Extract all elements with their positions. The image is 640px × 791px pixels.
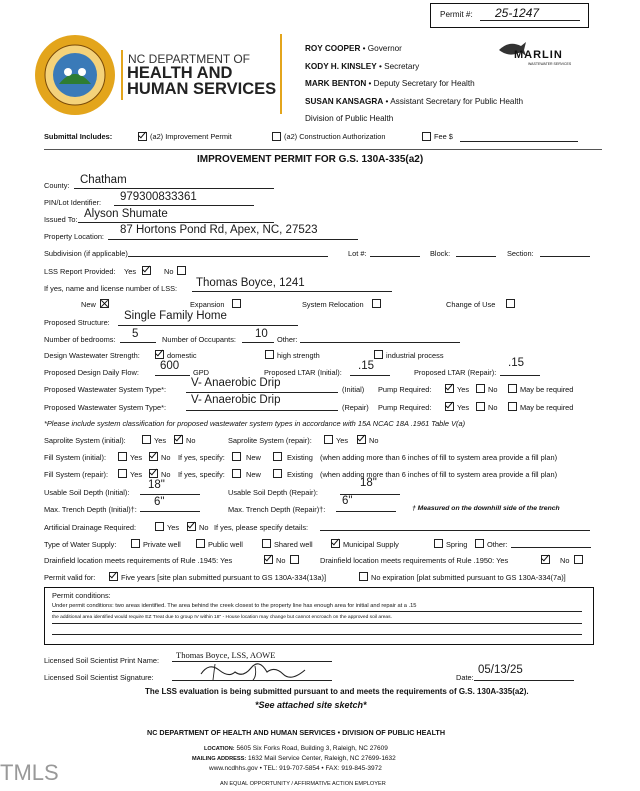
dept-line1: NC DEPARTMENT OF xyxy=(128,52,251,66)
water-other-checkbox[interactable] xyxy=(475,539,484,548)
expansion-checkbox[interactable] xyxy=(232,299,241,308)
system-type-initial-value: V- Anaerobic Drip xyxy=(191,377,281,389)
water-shared-checkbox[interactable] xyxy=(262,539,271,548)
submittal-construction-checkbox[interactable] xyxy=(272,132,281,141)
signature-image xyxy=(195,660,315,682)
ltar-initial-value: .15 xyxy=(358,360,374,372)
form-title: IMPROVEMENT PERMIT FOR G.S. 130A-335(a2) xyxy=(197,154,424,165)
fill-rep-existing-checkbox[interactable] xyxy=(273,469,282,478)
official-1: ROY COOPER • Governor xyxy=(305,44,402,53)
submittal-improvement-checkbox[interactable] xyxy=(138,132,147,141)
saprolite-init-yes-checkbox[interactable] xyxy=(142,435,151,444)
fill-rep-yes-checkbox[interactable] xyxy=(118,469,127,478)
soil-depth-repair-value: 18" xyxy=(360,477,377,489)
footer-contact: www.ncdhhs.gov • TEL: 919-707-5854 • FAX: 919-845-3972 xyxy=(209,765,382,772)
system-type-repair-value: V- Anaerobic Drip xyxy=(191,394,281,406)
industrial-checkbox[interactable] xyxy=(374,350,383,359)
fill-rep-no-checkbox[interactable] xyxy=(149,469,158,478)
submittal-label: Submittal Includes: xyxy=(44,132,113,141)
marlin-logo: MARLIN xyxy=(514,49,563,61)
nc-seal-icon xyxy=(34,34,116,116)
pump-repair-yes-checkbox[interactable] xyxy=(445,402,454,411)
bedrooms-value: 5 xyxy=(132,328,139,340)
soil-depth-initial-value: 18" xyxy=(148,479,165,491)
submittal-fee-checkbox[interactable] xyxy=(422,132,431,141)
domestic-checkbox[interactable] xyxy=(155,350,164,359)
conditions-line-2: the additional area identified would require EZ Treat due to group IV within 18" - House location may change but cannot encroach on the approved soil areas. xyxy=(52,615,392,620)
change-of-use-checkbox[interactable] xyxy=(506,299,515,308)
permit-number: 25-1247 xyxy=(495,6,540,20)
trench-note: † Measured on the downhill side of the trench xyxy=(412,505,560,512)
water-private-checkbox[interactable] xyxy=(131,539,140,548)
county-value: Chatham xyxy=(80,174,127,186)
water-public-checkbox[interactable] xyxy=(196,539,205,548)
pump-initial-yes-checkbox[interactable] xyxy=(445,384,454,393)
lss-report-no-checkbox[interactable] xyxy=(177,266,186,275)
lss-statement: The LSS evaluation is being submitted pursuant to and meets the requirements of G.S. 130A-335(a2). xyxy=(145,687,529,696)
high-strength-checkbox[interactable] xyxy=(265,350,274,359)
lss-print-name: Thomas Boyce, LSS, AOWE xyxy=(176,650,276,660)
issued-to-value: Alyson Shumate xyxy=(84,208,168,220)
daily-flow-value: 600 xyxy=(160,360,180,372)
drainage-yes-checkbox[interactable] xyxy=(155,522,164,531)
dept-line2: HEALTH AND xyxy=(127,64,233,82)
water-municipal-checkbox[interactable] xyxy=(331,539,340,548)
footer-dept: NC DEPARTMENT OF HEALTH AND HUMAN SERVICES • DIVISION OF PUBLIC HEALTH xyxy=(147,728,446,737)
drainage-no-checkbox[interactable] xyxy=(187,522,196,531)
site-sketch-note: *See attached site sketch* xyxy=(255,700,367,710)
fill-init-yes-checkbox[interactable] xyxy=(118,452,127,461)
footer-mailing: MAILING ADDRESS: 1632 Mail Service Center, Raleigh, NC 27699-1632 xyxy=(192,755,396,762)
new-structure-checkbox[interactable] xyxy=(100,299,109,308)
pump-initial-maybe-checkbox[interactable] xyxy=(508,384,517,393)
ltar-repair-value: .15 xyxy=(508,357,524,369)
classification-note: *Please include system classification for proposed wastewater system types in accordance with 15A NCAC 18A .1961 Table V(a) xyxy=(44,419,466,428)
conditions-line-1: Under permit conditions: two areas identified. The area behind the creek closest to the property line has enough area for initial and repair at a .15 xyxy=(52,603,417,609)
official-4: SUSAN KANSAGRA • Assistant Secretary for Public Health xyxy=(305,96,524,106)
marlin-sub: WASTEWATER SERVICES xyxy=(528,62,572,66)
rule1950-no-checkbox[interactable] xyxy=(574,555,583,564)
fill-init-new-checkbox[interactable] xyxy=(232,452,241,461)
official-3: MARK BENTON • Deputy Secretary for Health xyxy=(305,79,475,88)
saprolite-rep-yes-checkbox[interactable] xyxy=(324,435,333,444)
fill-init-no-checkbox[interactable] xyxy=(149,452,158,461)
saprolite-rep-no-checkbox[interactable] xyxy=(357,435,366,444)
lss-report-yes-checkbox[interactable] xyxy=(142,266,151,275)
official-2: KODY H. KINSLEY • Secretary xyxy=(305,61,420,71)
lss-name-value: Thomas Boyce, 1241 xyxy=(196,277,305,289)
property-location-value: 87 Hortons Pond Rd, Apex, NC, 27523 xyxy=(120,224,318,236)
rule1950-yes-checkbox[interactable] xyxy=(541,555,550,564)
dept-line3: HUMAN SERVICES xyxy=(127,80,277,98)
permit-label: Permit #: xyxy=(440,10,473,19)
footer-location: LOCATION: 5605 Six Forks Road, Building 3, Raleigh, NC 27609 xyxy=(204,745,388,752)
pump-repair-no-checkbox[interactable] xyxy=(476,402,485,411)
division: Division of Public Health xyxy=(305,114,394,123)
valid-five-years-checkbox[interactable] xyxy=(109,572,118,581)
footer-eeo: AN EQUAL OPPORTUNITY / AFFIRMATIVE ACTION EMPLOYER xyxy=(220,781,386,787)
pump-initial-no-checkbox[interactable] xyxy=(476,384,485,393)
tmls-watermark: TMLS xyxy=(0,760,59,785)
occupants-value: 10 xyxy=(255,328,268,340)
valid-no-expiration-checkbox[interactable] xyxy=(359,572,368,581)
trench-depth-repair-value: 6" xyxy=(342,495,353,507)
signature-date: 05/13/25 xyxy=(478,664,523,676)
fill-init-existing-checkbox[interactable] xyxy=(273,452,282,461)
relocation-checkbox[interactable] xyxy=(372,299,381,308)
pin-value: 979300833361 xyxy=(120,191,197,203)
rule1945-yes-checkbox[interactable] xyxy=(264,555,273,564)
trench-depth-initial-value: 6" xyxy=(154,496,165,508)
fill-rep-new-checkbox[interactable] xyxy=(232,469,241,478)
saprolite-init-no-checkbox[interactable] xyxy=(174,435,183,444)
water-spring-checkbox[interactable] xyxy=(434,539,443,548)
rule1945-no-checkbox[interactable] xyxy=(290,555,299,564)
proposed-structure-value: Single Family Home xyxy=(124,310,227,322)
pump-repair-maybe-checkbox[interactable] xyxy=(508,402,517,411)
